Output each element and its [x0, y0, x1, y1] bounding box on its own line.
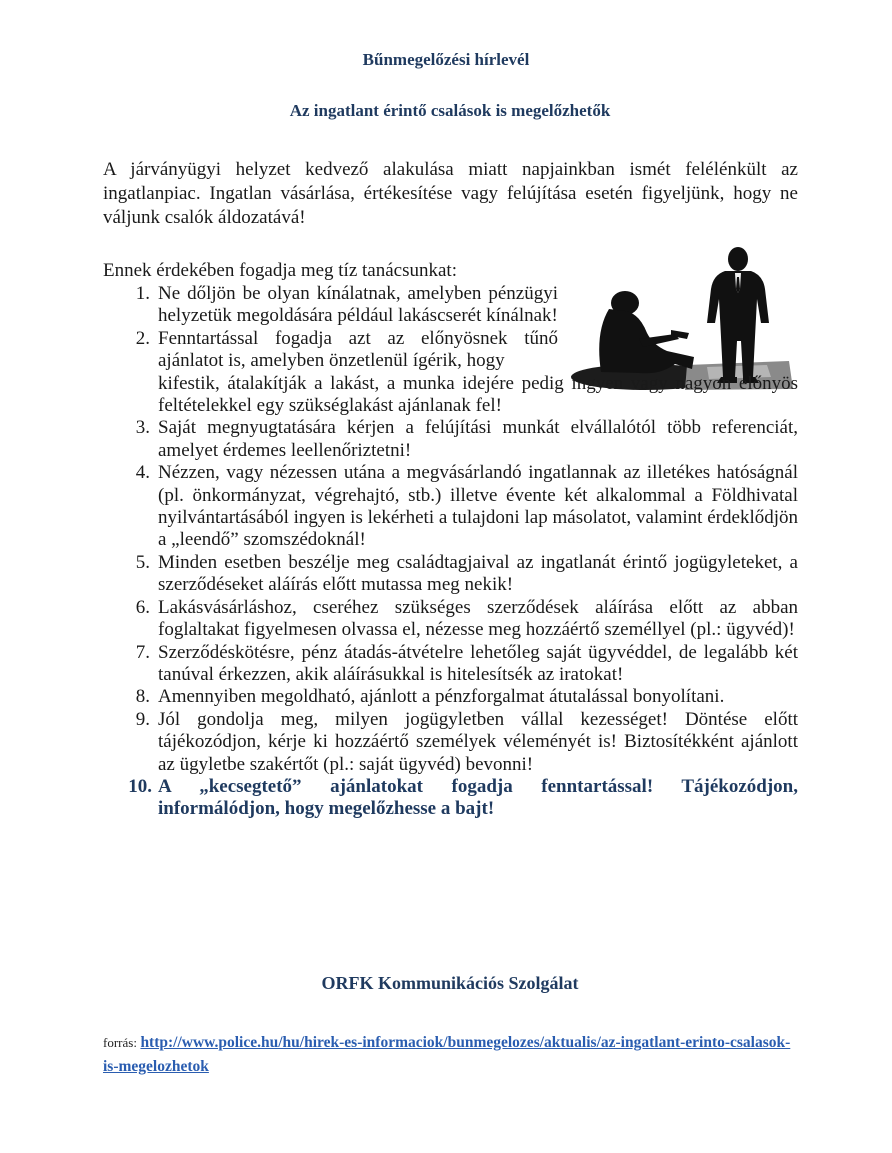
- tip-text: Nézzen, vagy nézessen utána a megvásárlandó ingatlannak az illetékes hatóságnál (pl. önkormányzat, végrehajtó, stb.) illetve évente két alkalommal a Földhivatal nyilvántartásából ingyen is lekérheti a tulajdoni lap másolatot, valamint érdeklődjön a „leendő” szomszédoknál!: [158, 462, 798, 551]
- source-label: forrás:: [103, 1035, 137, 1050]
- tip-number: 9.: [135, 708, 150, 730]
- tip-number: 1.: [135, 283, 150, 304]
- tip-item-4: [120, 462, 798, 552]
- tip-item-10: [120, 776, 798, 821]
- tip-item-7: [120, 642, 798, 687]
- tip-item-1: [120, 283, 558, 328]
- tip-item-9: [120, 709, 798, 776]
- intro-paragraph: A járványügyi helyzet kedvező alakulása miatt napjainkban ismét felélénkült az ingatlanpiac. Ingatlan vásárlása, értékesítése vagy felújítása esetén figyeljünk, hogy ne váljunk csalók áldozatává!: [103, 159, 798, 228]
- tip-text: Amennyiben megoldható, ajánlott a pénzforgalmat átutalással bonyolítani.: [158, 686, 725, 708]
- tip-number: 6.: [135, 596, 150, 618]
- tip-text: Minden esetben beszélje meg családtagjaival az ingatlanát érintő jogügyleteket, a szerződéseket aláírás előtt mutassa meg nekik!: [158, 551, 798, 596]
- tip-number: 2.: [135, 327, 150, 349]
- tip-text-part-b: kifestik, átalakítják a lakást, a munka idejére pedig ingyen vagy nagyon előnyös feltételekkel egy szükséglakást ajánlanak fel!: [158, 372, 798, 417]
- tip-text-part-a: Fenntartással fogadja azt az előnyösnek tűnő ajánlatot is, amelyben önzetlenül ígérik, hogy: [158, 327, 558, 372]
- tip-number: 3.: [135, 417, 150, 439]
- tip-text: Lakásvásárláshoz, cseréhez szükséges szerződések aláírása előtt az abban foglaltakat figyelmesen olvassa el, nézesse meg hozzáértő személlyel (pl.: ügyvéd)!: [158, 596, 798, 641]
- tip-text: Jól gondolja meg, milyen jogügyletben vállal kezességet! Döntése előtt tájékozódjon, kérje ki hozzáértő személyek véleményét is! Biztosítékként ajánlott az ügyletbe szakértőt (pl.: saját ügyvéd) bevonni!: [158, 708, 798, 775]
- source-line: [103, 1031, 803, 1079]
- article-title: Az ingatlant érintő csalások is megelőzhetők: [289, 101, 611, 120]
- tips-lead-text: Ennek érdekében fogadja meg tíz tanácsunkat:: [103, 260, 457, 281]
- tip-text: Ne dőljön be olyan kínálatnak, amelyben pénzügyi helyzetük megoldására például lakáscserét kínálnak!: [158, 283, 558, 327]
- tip-number: 5.: [135, 551, 150, 573]
- tip-number: 7.: [135, 641, 150, 663]
- tip-item-2: [120, 328, 798, 418]
- newsletter-title: Bűnmegelőzési hírlevél: [362, 50, 530, 69]
- signature: ORFK Kommunikációs Szolgálat: [321, 973, 579, 993]
- tip-text: A „kecsegtető” ajánlatokat fogadja fenntartással! Tájékozódjon, informálódjon, hogy megelőzhesse a bajt!: [158, 775, 798, 820]
- tip-item-8: [120, 686, 798, 708]
- tip-item-5: [120, 552, 798, 597]
- tip-text: Saját megnyugtatására kérjen a felújítási munkát elvállalótól több referenciát, amelyet érdemes leellenőriztetni!: [158, 417, 798, 461]
- tip-number: 8.: [135, 686, 150, 708]
- tip-number: 10.: [128, 775, 152, 797]
- tip-item-3: [120, 417, 798, 462]
- tip-item-6: [120, 597, 798, 642]
- tip-number: 4.: [135, 462, 150, 484]
- tips-list: [120, 283, 798, 821]
- source-link[interactable]: http://www.police.hu/hu/hirek-es-informaciok/bunmegelozes/aktualis/az-ingatlant-erinto-csalasok-is-megelozhetok: [103, 1034, 791, 1075]
- tip-text: Szerződéskötésre, pénz átadás-átvételre lehetőleg saját ügyvéddel, de legalább két tanúval érkezzen, akik aláírásukkal is hitelesítsék az iratokat!: [158, 641, 798, 685]
